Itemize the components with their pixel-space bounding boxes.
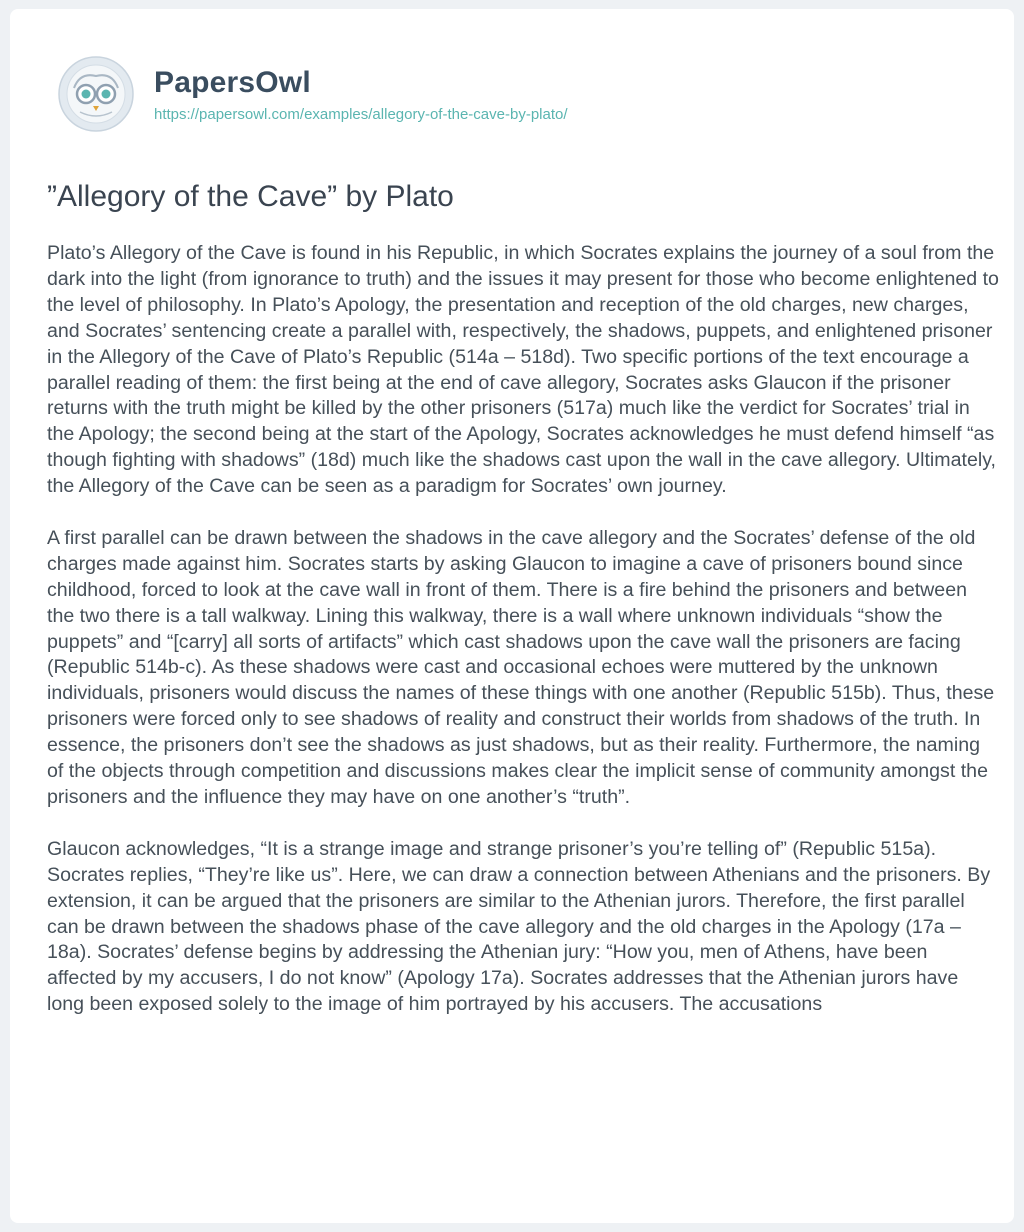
paragraph: Glaucon acknowledges, “It is a strange image and strange prisoner’s you’re telling of” (Republic 515a). Socrates replies, “They’re like us”. Here, we can draw a connection between Athenians and the prisoners. By extension, it can be argued that the prisoners are similar to the Athenian jurors. Therefore, the first parallel can be drawn between the shadows phase of the cave allegory and the old charges in the Apology (17a – 18a). Socrates’ defense begins by addressing the Athenian jury: “How you, men of Athens, have been affected by my accusers, I do not know” (Apology 17a). Socrates addresses that the Athenian jurors have long been exposed solely to the image of him portrayed by his accusers. The accusations: [47, 837, 991, 1016]
source-url-link[interactable]: https://papersowl.com/examples/allegory-of-the-cave-by-plato/: [154, 106, 568, 123]
site-header: [56, 39, 568, 149]
document-page: [10, 9, 1014, 1223]
owl-logo-icon: [56, 54, 136, 134]
article-title: ”Allegory of the Cave” by Plato: [47, 180, 454, 213]
brand-block: [154, 65, 568, 123]
brand-name[interactable]: PapersOwl: [154, 66, 311, 99]
paragraph: Plato’s Allegory of the Cave is found in his Republic, in which Socrates explains the journey of a soul from the dark into the light (from ignorance to truth) and the issues it may present for those who become enlightened to the level of philosophy. In Plato’s Apology, the presentation and reception of the old charges, new charges, and Socrates’ sentencing create a parallel with, respectively, the shadows, puppets, and enlightened prisoner in the Allegory of the Cave of Plato’s Republic (514a – 518d). Two specific portions of the text encourage a parallel reading of them: the first being at the end of cave allegory, Socrates asks Glaucon if the prisoner returns with the truth might be killed by the other prisoners (517a) much like the verdict for Socrates’ trial in the Apology; the second being at the start of the Apology, Socrates acknowledges he must defend himself “as though fighting with shadows” (18d) much like the shadows cast upon the wall in the cave allegory. Ultimately, the Allegory of the Cave can be seen as a paradigm for Socrates’ own journey.: [47, 242, 999, 498]
paragraph: A first parallel can be drawn between the shadows in the cave allegory and the Socrates’ defense of the old charges made against him. Socrates starts by asking Glaucon to imagine a cave of prisoners bound since childhood, forced to look at the cave wall in front of them. There is a fire behind the prisoners and between the two there is a tall walkway. Lining this walkway, there is a wall where unknown individuals “show the puppets” and “[carry] all sorts of artifacts” which cast shadows upon the cave wall the prisoners are facing (Republic 514b-c). As these shadows were cast and occasional echoes were muttered by the unknown individuals, prisoners would discuss the names of these things with one another (Republic 515b). Thus, these prisoners were forced only to see shadows of reality and construct their worlds from shadows of the truth. In essence, the prisoners don’t see the shadows as just shadows, but as their reality. Furthermore, the naming of the objects through competition and discussions makes clear the implicit sense of community amongst the prisoners and the influence they may have on one another’s “truth”.: [47, 526, 995, 809]
article-body: [47, 241, 999, 1044]
